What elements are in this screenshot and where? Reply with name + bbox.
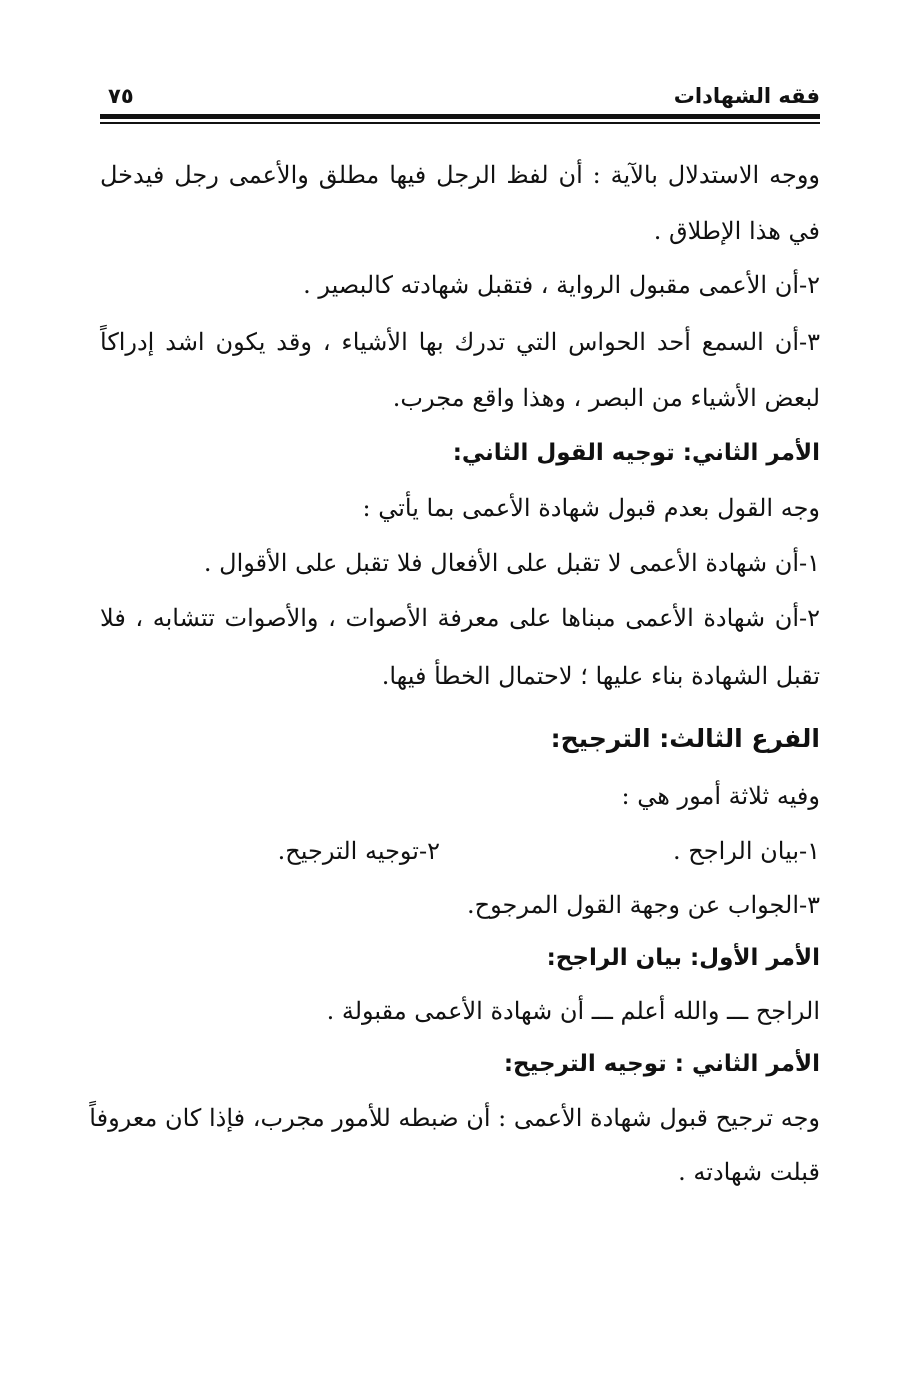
subsection-heading: الفرع الثالث: الترجيح: [550,724,820,753]
paragraph-line: لبعض الأشياء من البصر ، وهذا واقع مجرب. [392,384,820,412]
section-heading: الأمر الثاني: توجيه القول الثاني: [452,440,820,466]
paragraph-line: في هذا الإطلاق . [653,217,820,245]
paragraph-line: تقبل الشهادة بناء عليها ؛ لاحتمال الخطأ فيها. [381,662,820,690]
list-item: ١-أن شهادة الأعمى لا تقبل على الأفعال فلا تقبل على الأقوال . [203,549,820,577]
list-item: ٢-توجيه الترجيح. [277,837,440,865]
paragraph-line: قبلت شهادته . [678,1158,820,1186]
paragraph-line: وجه ترجيح قبول شهادة الأعمى : أن ضبطه للأمور مجرب، فإذا كان معروفاً [89,1104,820,1132]
paragraph-line: وجه القول بعدم قبول شهادة الأعمى بما يأتي : [362,494,820,522]
list-item: ٣-الجواب عن وجهة القول المرجوح. [466,891,820,919]
running-title: فقه الشهادات [673,84,820,108]
page-number: ٧٥ [108,84,134,108]
paragraph-line: ووجه الاستدلال بالآية : أن لفظ الرجل فيها مطلق والأعمى رجل فيدخل [100,161,821,189]
paragraph-line: الراجح ـــ والله أعلم ـــ أن شهادة الأعمى مقبولة . [326,997,820,1025]
paragraph-line: ٢-أن الأعمى مقبول الرواية ، فتقبل شهادته كالبصير . [303,271,820,299]
list-item: ١-بيان الراجح . [673,837,820,865]
section-heading: الأمر الأول: بيان الراجح: [546,945,820,971]
section-heading: الأمر الثاني : توجيه الترجيح: [503,1051,820,1077]
paragraph-line: ٣-أن السمع أحد الحواس التي تدرك بها الأشياء ، وقد يكون اشد إدراكاً [100,328,820,356]
header-rule-thin [100,122,820,124]
list-item: ٢-أن شهادة الأعمى مبناها على معرفة الأصوات ، والأصوات تتشابه ، فلا [100,604,820,632]
header-rule [100,114,820,119]
paragraph-line: وفيه ثلاثة أمور هي : [621,782,820,810]
